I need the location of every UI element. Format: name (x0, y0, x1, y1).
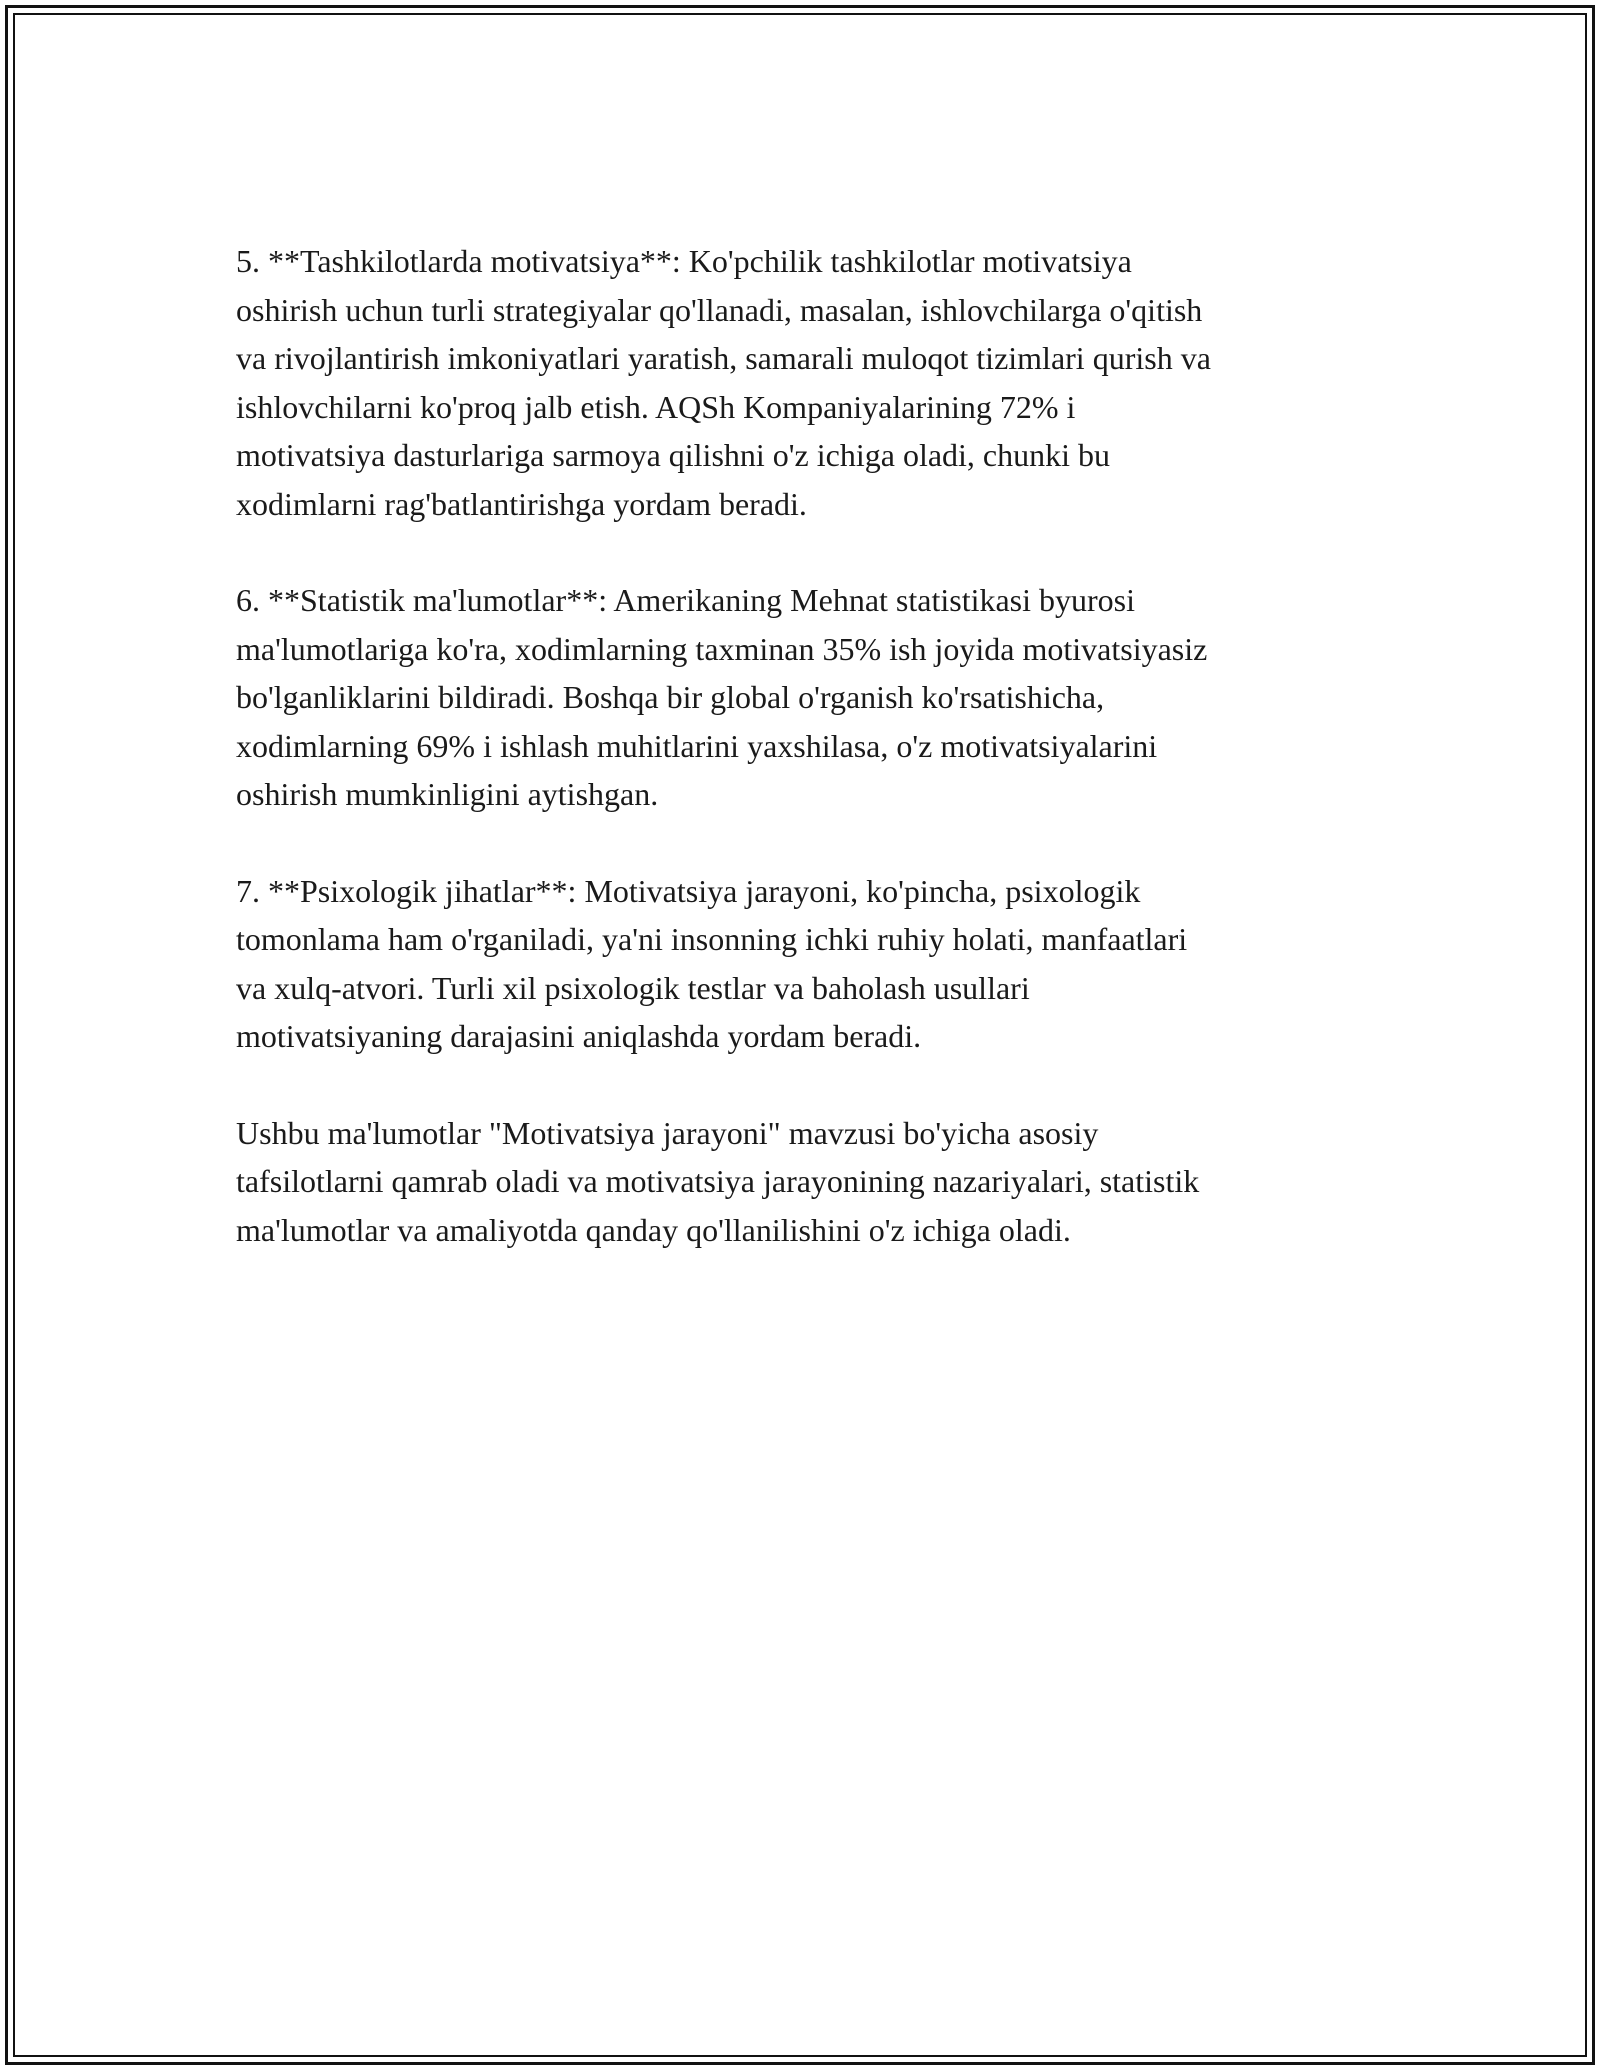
paragraph-statistical-data: 6. **Statistik ma'lumotlar**: Amerikaning Mehnat statistikasi byurosi ma'lumotlariga ko'ra, xodimlarning taxminan 35% ish joyida motivatsiyasiz bo'lganliklarini bildiradi. Boshqa bir global o'rganish ko'rsatishicha, xodimlarning 69% i ishlash muhitlarini yaxshilasa, o'z motivatsiyalarini oshirish mumkinligini aytishgan. (236, 582, 1208, 812)
paragraph-psychological-aspects: 7. **Psixologik jihatlar**: Motivatsiya jarayoni, ko'pincha, psixologik tomonlama ham o'rganiladi, ya'ni insonning ichki ruhiy holati, manfaatlari va xulq-atvori. Turli xil psixologik testlar va baholash usullari motivatsiyaning darajasini aniqlashda yordam beradi. (236, 872, 1188, 1054)
paragraph-summary: Ushbu ma'lumotlar "Motivatsiya jarayoni" mavzusi bo'yicha asosiy tafsilotlarni qamrab oladi va motivatsiya jarayonining nazariyalari, statistik ma'lumotlar va amaliyotda qanday qo'llanilishini o'z ichiga oladi. (236, 1114, 1200, 1248)
document-body (236, 237, 1366, 1302)
paragraph-organizational-motivation: 5. **Tashkilotlarda motivatsiya**: Ko'pchilik tashkilotlar motivatsiya oshirish uchun turli strategiyalar qo'llanadi, masalan, ishlovchilarga o'qitish va rivojlantirish imkoniyatlari yaratish, samarali muloqot tizimlari qurish va ishlovchilarni ko'proq jalb etish. AQSh Kompaniyalarining 72% i motivatsiya dasturlariga sarmoya qilishni o'z ichiga oladi, chunki bu xodimlarni rag'batlantirishga yordam beradi. (236, 243, 1211, 522)
